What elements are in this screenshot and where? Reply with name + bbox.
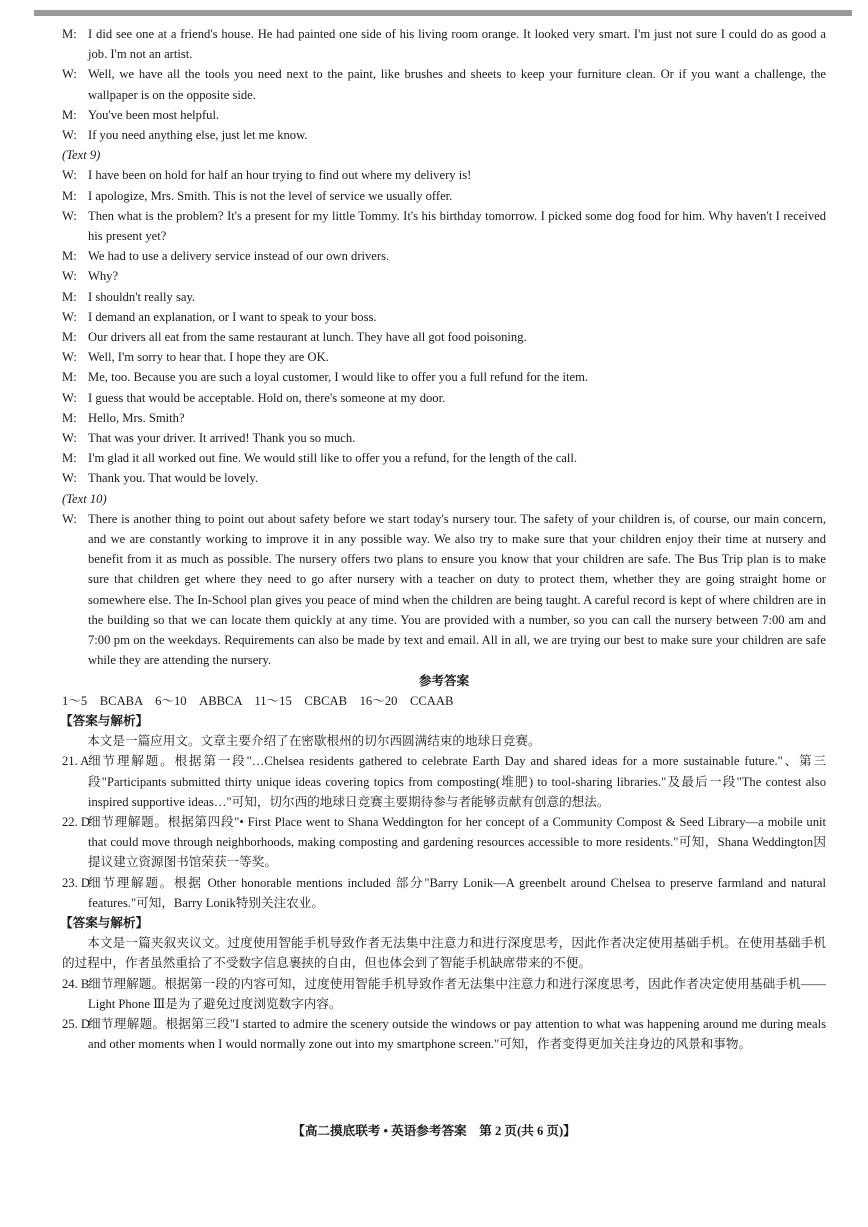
speaker: W:	[62, 208, 77, 223]
line-text: There is another thing to point out about safety before we start today's nursery tour. The safety of your children is, of course, our main concern, and we are constantly working to improve it in any possible way. We also try to make sure that your children enjoy their time at nursery and benefit from it as much as possible. The nursery offers two plans to ensure you know that your children are safe. The Bus Trip plan is to make sure that children get where they need to go after nursery with a teacher on duty to protect them, whether they are going straight home or somewhere else. The In-School plan gives you peace of mind when the children are being taught. A careful record is kept of where children are in the building so that we can locate them quickly at any time. You are provided with a number, so you can call the nursery between 7:00 am and 7:00 pm on the weekdays. Requirements can also be made by text and email. All in all, we are trying our best to make sure your children are safe while they are attending the nursery.	[88, 511, 826, 668]
speaker: W:	[62, 269, 77, 284]
speaker: M:	[62, 27, 77, 41]
question-number: 22. D	[62, 814, 90, 829]
question-number: 24. B	[62, 976, 90, 991]
dialogue-line	[62, 367, 826, 387]
question-explanation	[62, 974, 826, 1014]
line-text: I demand an explanation, or I want to speak to your boss.	[88, 309, 377, 324]
section-heading: 【答案与解析】	[60, 713, 149, 728]
dialogue-line	[62, 105, 826, 125]
line-text: You've been most helpful.	[88, 107, 220, 122]
speaker: M:	[62, 289, 77, 304]
document-body	[62, 24, 826, 1054]
dialogue-line	[62, 468, 826, 488]
question-explanation	[62, 873, 826, 913]
speaker: W:	[62, 471, 77, 486]
dialogue-line	[62, 428, 826, 448]
text10-label: (Text 10)	[62, 491, 107, 506]
text9-dialogue	[62, 165, 826, 488]
line-text: I have been on hold for half an hour trying to find out where my delivery is!	[88, 168, 472, 183]
explanation-section-1	[62, 711, 826, 913]
dialogue-line	[62, 448, 826, 468]
dialogue-line	[62, 266, 826, 286]
line-text: Our drivers all eat from the same restaurant at lunch. They have all got food poisoning.	[88, 330, 527, 345]
top-edge-bar	[34, 10, 852, 16]
speaker: M:	[62, 451, 77, 466]
line-text: I did see one at a friend's house. He had painted one side of his living room orange. It looked very smart. I'm just not sure I could do as good a job. I'm not an artist.	[88, 27, 826, 62]
question-explanation	[62, 751, 826, 812]
speaker: M:	[62, 188, 77, 203]
dialogue-line	[62, 408, 826, 428]
dialogue-line	[62, 24, 826, 64]
speaker: W:	[62, 350, 77, 365]
question-number: 23. D	[62, 875, 90, 890]
dialogue-line	[62, 327, 826, 347]
text10-monologue	[62, 509, 826, 671]
question-explanation	[62, 1014, 826, 1054]
speaker: W:	[62, 67, 77, 82]
dialogue-line	[62, 307, 826, 327]
answer-key: 1～5 BCABA 6～10 ABBCA 11～15 CBCAB 16～20 CCAAB	[62, 693, 454, 708]
explanation-text: 细节理解题。根据第三段"I started to admire the scenery outside the windows or pay attention to what was happening around me during meals and other moments when I would normally zone out into my smartphone screen."可知，作者变得更加关注身边的风景和事物。	[88, 1016, 826, 1052]
explanation-section-2	[62, 913, 826, 1054]
line-text: I shouldn't really say.	[88, 289, 196, 304]
line-text: We had to use a delivery service instead of our own drivers.	[88, 249, 390, 264]
line-text: Then what is the problem? It's a present for my little Tommy. It's his birthday tomorrow. I picked some dog food for him. Why haven't I received his present yet?	[88, 208, 826, 244]
line-text: I apologize, Mrs. Smith. This is not the level of service we usually offer.	[88, 188, 453, 203]
line-text: I guess that would be acceptable. Hold on, there's someone at my door.	[88, 390, 446, 405]
dialogue-line	[62, 125, 826, 145]
line-text: Thank you. That would be lovely.	[88, 471, 258, 486]
question-number: 21. A	[62, 754, 90, 769]
line-text: Well, we have all the tools you need next to the paint, like brushes and sheets to keep your furniture clean. Or if you want a challenge, the wallpaper is on the opposite side.	[88, 67, 826, 102]
speaker: W:	[62, 511, 77, 526]
section-heading: 【答案与解析】	[60, 915, 149, 930]
dialogue-line	[62, 388, 826, 408]
dialogue-line	[62, 186, 826, 206]
answer-heading: 参考答案	[418, 673, 470, 688]
dialogue-line	[62, 64, 826, 104]
speaker: W:	[62, 168, 77, 183]
line-text: If you need anything else, just let me know.	[88, 128, 308, 143]
speaker: W:	[62, 128, 77, 143]
page-footer: 【高二摸底联考 • 英语参考答案 第 2 页(共 6 页)】	[292, 1124, 576, 1138]
line-text: Me, too. Because you are such a loyal customer, I would like to offer you a full refund for the item.	[88, 370, 589, 385]
speaker: M:	[62, 330, 77, 345]
line-text: Why?	[88, 269, 119, 284]
explanation-text: 细节理解题。根据第四段"• First Place went to Shana Weddington for her concept of a Community Compost & Seed Library—a mobile unit that could move through neighborhoods, making composting and gardening resources accessible to more residents."可知，Shana Weddington因提议建立资源图书馆荣获一等奖。	[88, 814, 826, 870]
speaker: M:	[62, 410, 77, 425]
speaker: W:	[62, 309, 77, 324]
explanation-text: 细节理解题。根据 Other honorable mentions included 部分"Barry Lonik—A greenbelt around Chelsea to preserve farmland and natural features."可知，Barry Lonik特别关注农业。	[88, 875, 826, 910]
explanation-text: 细节理解题。根据第一段"…Chelsea residents gathered to celebrate Earth Day and shared ideas for a more sustainable future."、第三段"Participants submitted thirty unique ideas covering topics from composting(堆肥) to tool-sharing libraries."及最后一段"The contest also inspired supportive ideas…"可知，切尔西的地球日竞赛主要期待参与者能够贡献有创意的想法。	[88, 754, 826, 809]
speaker: W:	[62, 390, 77, 405]
section-intro: 本文是一篇应用文。文章主要介绍了在密歇根州的切尔西圆满结束的地球日竞赛。	[87, 734, 541, 749]
speaker: W:	[62, 431, 77, 446]
question-number: 25. D	[62, 1016, 90, 1031]
text9-label: (Text 9)	[62, 148, 101, 163]
speaker: M:	[62, 107, 77, 122]
line-text: Hello, Mrs. Smith?	[88, 410, 185, 425]
dialogue-line	[62, 347, 826, 367]
line-text: Well, I'm sorry to hear that. I hope they are OK.	[88, 350, 329, 365]
dialogue-line	[62, 165, 826, 185]
speaker: M:	[62, 370, 77, 385]
question-explanation	[62, 812, 826, 873]
line-text: I'm glad it all worked out fine. We would still like to offer you a refund, for the length of the call.	[88, 451, 578, 466]
line-text: That was your driver. It arrived! Thank you so much.	[88, 431, 356, 446]
dialogue-line	[62, 206, 826, 246]
dialogue-line	[62, 246, 826, 266]
speaker: M:	[62, 249, 77, 264]
dialogue-top	[62, 24, 826, 145]
explanation-text: 细节理解题。根据第一段的内容可知，过度使用智能手机导致作者无法集中注意力和进行深度思考，因此作者决定使用基础手机——Light Phone Ⅲ是为了避免过度浏览数字内容。	[88, 976, 826, 1011]
dialogue-line	[62, 509, 826, 671]
section-intro: 本文是一篇夹叙夹议文。过度使用智能手机导致作者无法集中注意力和进行深度思考，因此作者决定使用基础手机。在使用基础手机的过程中，作者虽然重拾了不受数字信息裹挟的自由，但也体会到了智能手机缺席带来的不便。	[62, 936, 826, 971]
dialogue-line	[62, 287, 826, 307]
